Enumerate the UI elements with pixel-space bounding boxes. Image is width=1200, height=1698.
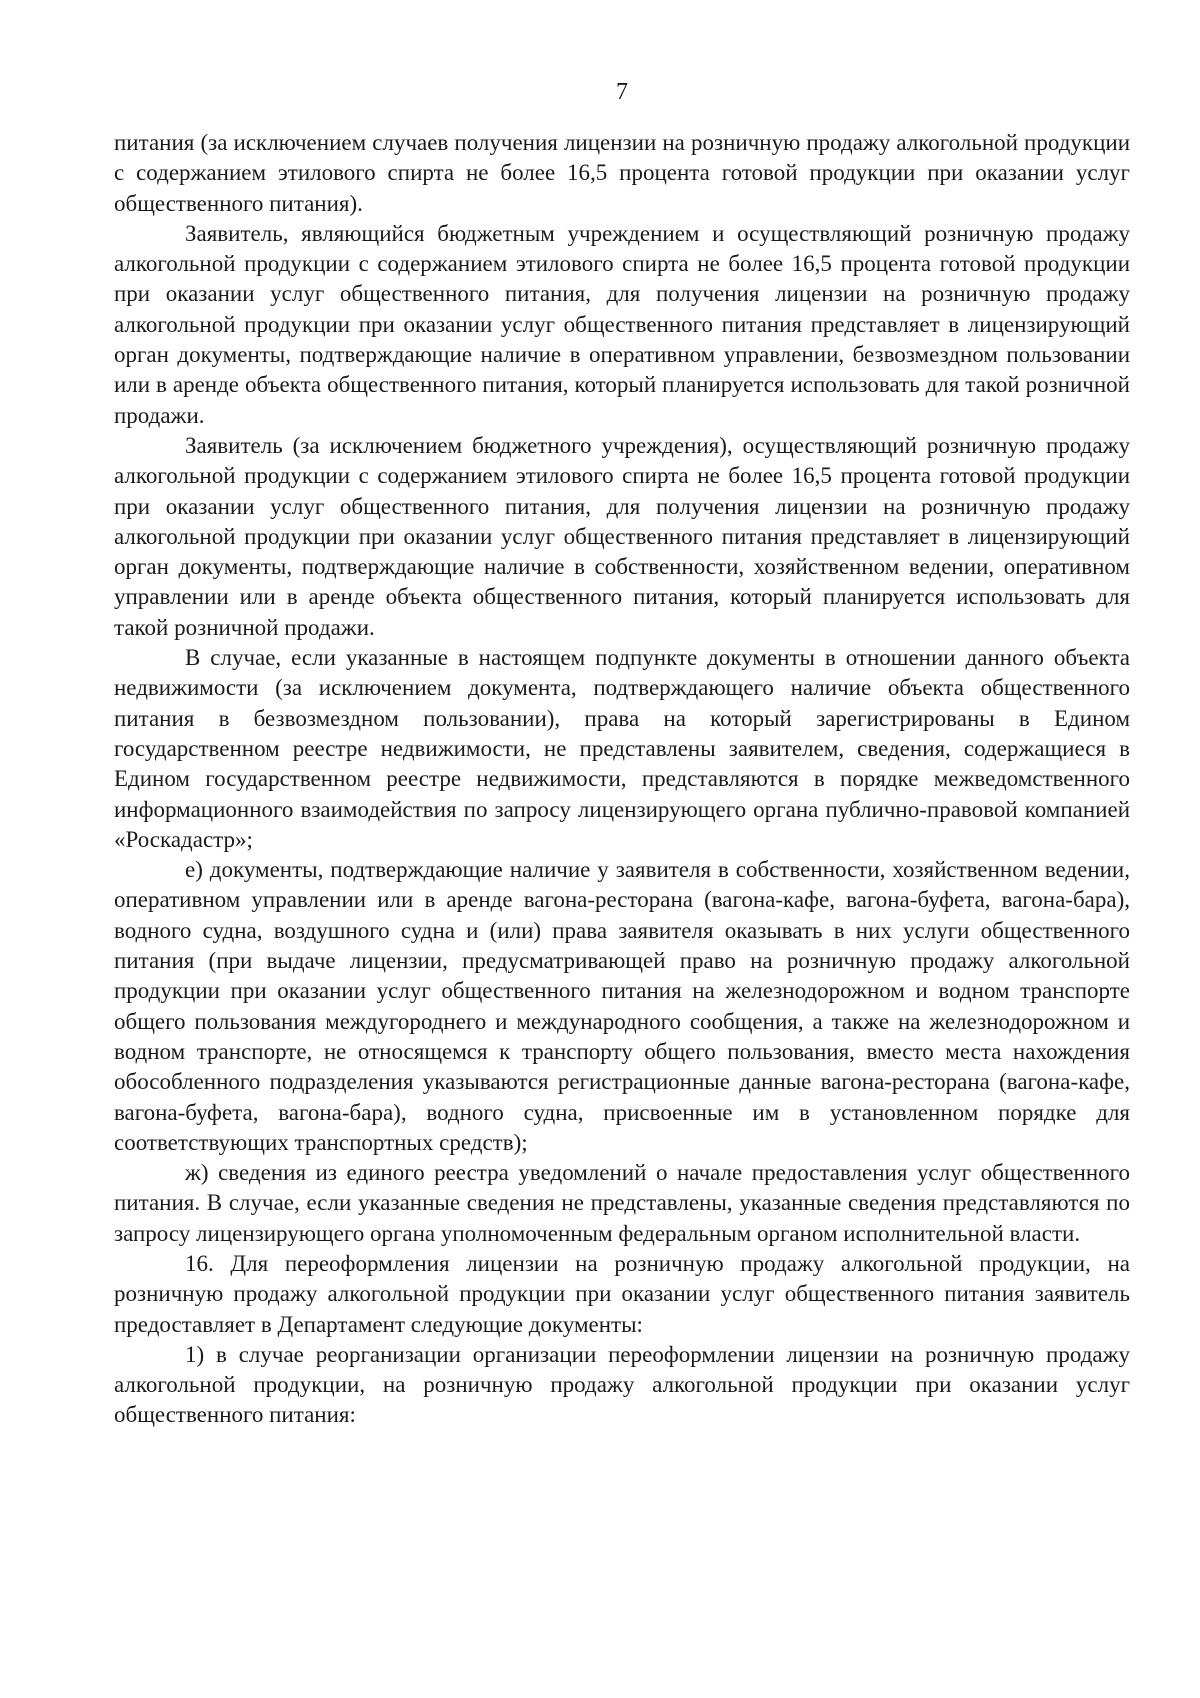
paragraph-item-zh: ж) сведения из единого реестра уведомлений о начале предоставления услуг общественного питания. В случае, если указанные сведения не представлены, указанные сведения представляются по запросу лицензирующего органа уполномоченным федеральным органом исполнительной власти. <box>114 1160 1130 1246</box>
document-body <box>114 128 1130 1431</box>
paragraph-budget-applicant: Заявитель, являющийся бюджетным учреждением и осуществляющий розничную продажу алкогольной продукции с содержанием этилового спирта не более 16,5 процента готовой продукции при оказании услуг общественного питания, для получения лицензии на розничную продажу алкогольной продукции при оказании услуг общественного питания представляет в лицензирующий орган документы, подтверждающие наличие в оперативном управлении, безвозмездном пользовании или в аренде объекта общественного питания, который планируется использовать для такой розничной продажи. <box>114 220 1130 428</box>
paragraph-egrn-case: В случае, если указанные в настоящем подпункте документы в отношении данного объекта недвижимости (за исключением документа, подтверждающего наличие объекта общественного питания в безвозмездном пользовании), права на который зарегистрированы в Едином государственном реестре недвижимости, не представлены заявителем, сведения, содержащиеся в Едином государственном реестре недвижимости, представляются в порядке межведомственного информационного взаимодействия по запросу лицензирующего органа публично-правовой компанией «Роскадастр»; <box>114 645 1130 852</box>
paragraph-item-e: е) документы, подтверждающие наличие у заявителя в собственности, хозяйственном ведении, оперативном управлении или в аренде вагона-ресторана (вагона-кафе, вагона-буфета, вагона-бара), водного судна, воздушного судна и (или) права заявителя оказывать в них услуги общественного питания (при выдаче лицензии, предусматривающей право на розничную продажу алкогольной продукции при оказании услуг общественного питания на железнодорожном и водном транспорте общего пользования междугороднего и международного сообщения, а также на железнодорожном и водном транспорте, не относящемся к транспорту общего пользования, вместо места нахождения обособленного подразделения указываются регистрационные данные вагона-ресторана (вагона-кафе, вагона-буфета, вагона-бара), водного судна, присвоенные им в установленном порядке для соответствующих транспортных средств); <box>114 857 1130 1155</box>
paragraph-non-budget-applicant: Заявитель (за исключением бюджетного учреждения), осуществляющий розничную продажу алкогольной продукции с содержанием этилового спирта не более 16,5 процента готовой продукции при оказании услуг общественного питания, для получения лицензии на розничную продажу алкогольной продукции при оказании услуг общественного питания представляет в лицензирующий орган документы, подтверждающие наличие в собственности, хозяйственном ведении, оперативном управлении или в аренде объекта общественного питания, который планируется использовать для такой розничной продажи. <box>114 432 1130 640</box>
paragraph-item-16-1: 1) в случае реорганизации организации переоформлении лицензии на розничную продажу алкогольной продукции, на розничную продажу алкогольной продукции при оказании услуг общественного питания: <box>114 1341 1130 1428</box>
paragraph-section-16: 16. Для переоформления лицензии на розничную продажу алкогольной продукции, на розничную продажу алкогольной продукции при оказании услуг общественного питания заявитель предоставляет в Департамент следующие документы: <box>114 1250 1130 1337</box>
page-number: 7 <box>616 79 628 105</box>
paragraph-continuation: питания (за исключением случаев получения лицензии на розничную продажу алкогольной продукции с содержанием этилового спирта не более 16,5 процента готовой продукции при оказании услуг общественного питания). <box>114 130 1130 216</box>
